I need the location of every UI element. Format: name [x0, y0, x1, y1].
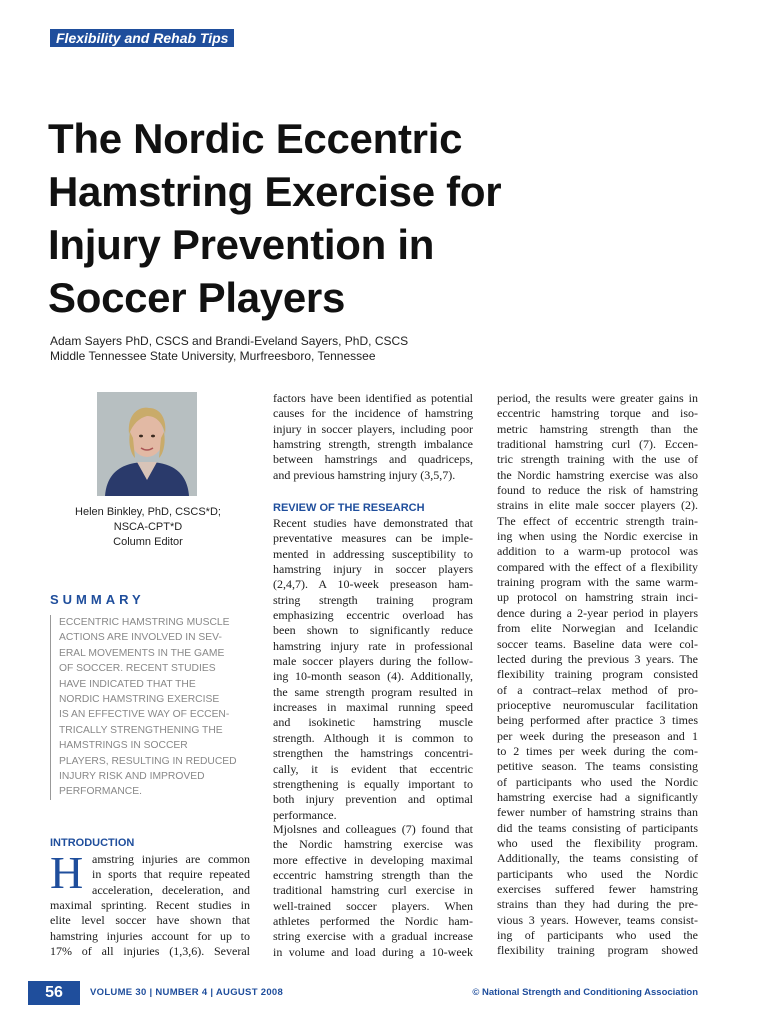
mjolsnes-paragraph [273, 822, 473, 960]
column2-intro-text [273, 391, 473, 483]
text-line: strengthening is equally important to [273, 776, 473, 791]
text-line: (2,4,7). A 10-week preseason ham- [273, 577, 473, 592]
text-line: vious 3 years. However, teams consist- [497, 912, 698, 927]
text-line: flexibility training program showed [497, 943, 698, 958]
review-text [273, 516, 473, 823]
text-line: ing of participants who used the [497, 928, 698, 943]
text-line: from elite Norwegian and Icelandic [497, 621, 698, 636]
text-line: strength. Although it is common to [273, 730, 473, 745]
title-line: Soccer Players [48, 274, 346, 321]
text-line: factors have been identified as potential [273, 391, 473, 405]
review-heading: REVIEW OF THE RESEARCH [273, 502, 425, 514]
title-line: Injury Prevention in [48, 221, 435, 268]
text-line: in volume and load during a 10-week [273, 944, 473, 959]
summary-line: HAVE INDICATED THAT THE [59, 678, 196, 690]
text-line: cally, it is evident that eccentric [273, 761, 473, 776]
editor-name: Helen Binkley, PhD, CSCS*D; [75, 506, 221, 518]
text-line: acceleration, deceleration, and [92, 882, 250, 897]
text-line: to 2 times per week during the com- [497, 743, 698, 758]
text-line: fewer number of hamstring strains than [497, 805, 698, 820]
summary-line: ECCENTRIC HAMSTRING MUSCLE [59, 617, 230, 628]
text-line: hamstring exercise had a significantly [497, 789, 698, 804]
page-number: 56 [28, 981, 80, 1005]
text-line: eccentric hamstring strength than the [273, 868, 473, 883]
text-line: petitive season. The teams consisting [497, 759, 698, 774]
text-line: did the teams consisting of participants [497, 820, 698, 835]
text-line: elite level soccer have shown that [50, 913, 250, 928]
section-tag: Flexibility and Rehab Tips [50, 29, 234, 47]
editor-bio [50, 505, 246, 550]
text-line: athletes performed the Nordic ham- [273, 914, 473, 929]
text-line: hamstring injury in soccer players [273, 562, 473, 577]
text-line: hamstring strength, strength imbalance [273, 437, 473, 452]
drop-cap: H [50, 847, 84, 898]
summary-line: TRICALLY STRENGTHENING THE [59, 724, 223, 736]
text-line: soccer teams. Baseline data were col- [497, 636, 698, 651]
summary-line: OF SOCCER. RECENT STUDIES [59, 663, 216, 675]
column3-text [497, 391, 698, 959]
text-line: Mjolsnes and colleagues (7) found that [273, 822, 473, 836]
text-line: mented in addressing susceptibility to [273, 546, 473, 561]
author-block [50, 334, 690, 364]
introduction-text [50, 847, 250, 959]
text-line: ing when using the Nordic exercise in [497, 529, 698, 544]
summary-line: ERAL MOVEMENTS IN THE GAME [59, 647, 225, 659]
text-line: and previous hamstring injury (3,5,7). [273, 467, 456, 482]
text-line: flexibility training program consisted [497, 667, 698, 682]
text-line: period, the results were greater gains in [497, 391, 698, 405]
summary-line: PERFORMANCE. [59, 786, 142, 798]
text-line: up protocol on hamstring strain inci- [497, 590, 698, 605]
text-line: of a contract–relax method of pro- [497, 682, 698, 697]
text-line: string exercise with a gradual increase [273, 929, 473, 944]
text-line: Recent studies have demonstrated that [273, 516, 473, 530]
text-line: increases in maximal running speed [273, 700, 473, 715]
summary-line: INJURY RISK AND IMPROVED [59, 771, 205, 783]
text-line: who used the flexibility program. [497, 835, 698, 850]
text-line: strengthen the hamstrings concentri- [273, 746, 473, 761]
text-line: ing 10-month season (4). Additionally, [273, 669, 473, 684]
editor-photo [97, 392, 197, 496]
text-line: injury in soccer players, including poor [273, 421, 473, 436]
text-line: participants who used the Nordic [497, 866, 698, 881]
text-line: traditional hamstring curl (7). Eccen- [497, 437, 698, 452]
text-line: male soccer players during the follow- [273, 654, 473, 669]
text-line: prioceptive neuromuscular facilitation [497, 697, 698, 712]
text-line: addition to a warm-up protocol was [497, 544, 698, 559]
page-footer [0, 981, 768, 1005]
text-line: more effective in developing maximal [273, 852, 473, 867]
text-line: tric strength training with the use of [497, 452, 698, 467]
text-line: emphasizing eccentric overload has [273, 608, 473, 623]
text-line: the Nordic hamstring exercise was [273, 837, 473, 852]
text-line: being performed after practice 3 times [497, 713, 698, 728]
introduction-heading: INTRODUCTION [50, 837, 135, 849]
summary-line: ACTIONS ARE INVOLVED IN SEV- [59, 632, 222, 644]
editor-credential: NSCA-CPT*D [113, 521, 183, 533]
summary-line: HAMSTRINGS IN SOCCER [59, 740, 188, 752]
text-line: training program with the same warm- [497, 575, 698, 590]
text-line: 17% of all injuries (1,3,6). Several [50, 944, 250, 959]
text-line: eccentric hamstring torque and iso- [497, 406, 698, 421]
text-line: compared with the effect of a flexibility [497, 559, 698, 574]
title-line: Hamstring Exercise for [48, 168, 502, 215]
author-affiliation: Middle Tennessee State University, Murfreesboro, Tennessee [50, 349, 376, 363]
text-line: of participants who used the Nordic [497, 774, 698, 789]
text-line: the same strength program resulted in [273, 684, 473, 699]
text-line: lected during the previous 3 years. The [497, 651, 698, 666]
text-line: performance. [273, 807, 337, 822]
text-line: and isokinetic hamstring muscle [273, 715, 473, 730]
text-line: causes for the incidence of hamstring [273, 406, 473, 421]
text-line: preventative measures can be imple- [273, 531, 473, 546]
text-line: found to reduce the risk of hamstring [497, 483, 698, 498]
summary-line: PLAYERS, RESULTING IN REDUCED [59, 755, 237, 767]
text-line: traditional hamstring curl exercise in [273, 883, 473, 898]
text-line: the Nordic hamstring exercise was also [497, 467, 698, 482]
summary-box [50, 615, 255, 800]
text-line: strains than they had during the pre- [497, 897, 698, 912]
text-line: Additionally, the teams consisting of [497, 851, 698, 866]
copyright: © National Strength and Conditioning Association [472, 987, 698, 998]
text-line: well-trained soccer players. When [273, 898, 473, 913]
text-line: strains in elite male soccer players (2). [497, 498, 698, 513]
editor-role: Column Editor [113, 536, 183, 548]
summary-line: NORDIC HAMSTRING EXERCISE [59, 694, 220, 706]
text-line: dence during a 2-year period in players [497, 605, 698, 620]
author-names: Adam Sayers PhD, CSCS and Brandi-Eveland Sayers, PhD, CSCS [50, 334, 409, 348]
text-line: hamstring injuries account for up to [50, 928, 250, 943]
article-title [48, 112, 728, 324]
text-line: exercises suffered fewer hamstring [497, 882, 698, 896]
text-line: hamstring injury rate in professional [273, 638, 473, 653]
text-line: been shown to significantly reduce [273, 623, 473, 638]
text-line: between hamstrings and quadriceps, [273, 452, 473, 467]
text-line: string strength training program [273, 592, 473, 607]
text-line: maximal sprinting. Recent studies in [50, 898, 250, 913]
summary-heading: SUMMARY [50, 592, 145, 607]
summary-line: IS AN EFFECTIVE WAY OF ECCEN- [59, 709, 230, 721]
issue-info: VOLUME 30 | NUMBER 4 | AUGUST 2008 [90, 987, 284, 998]
text-line: both injury prevention and optimal [273, 792, 473, 807]
text-line: The effect of eccentric strength train- [497, 513, 698, 528]
text-line: in sports that require repeated [92, 867, 250, 882]
title-line: The Nordic Eccentric [48, 115, 463, 162]
text-line: metric hamstring strength than the [497, 421, 698, 436]
text-line: per week during the preseason and 1 [497, 728, 698, 743]
text-line: amstring injuries are common [92, 852, 250, 866]
